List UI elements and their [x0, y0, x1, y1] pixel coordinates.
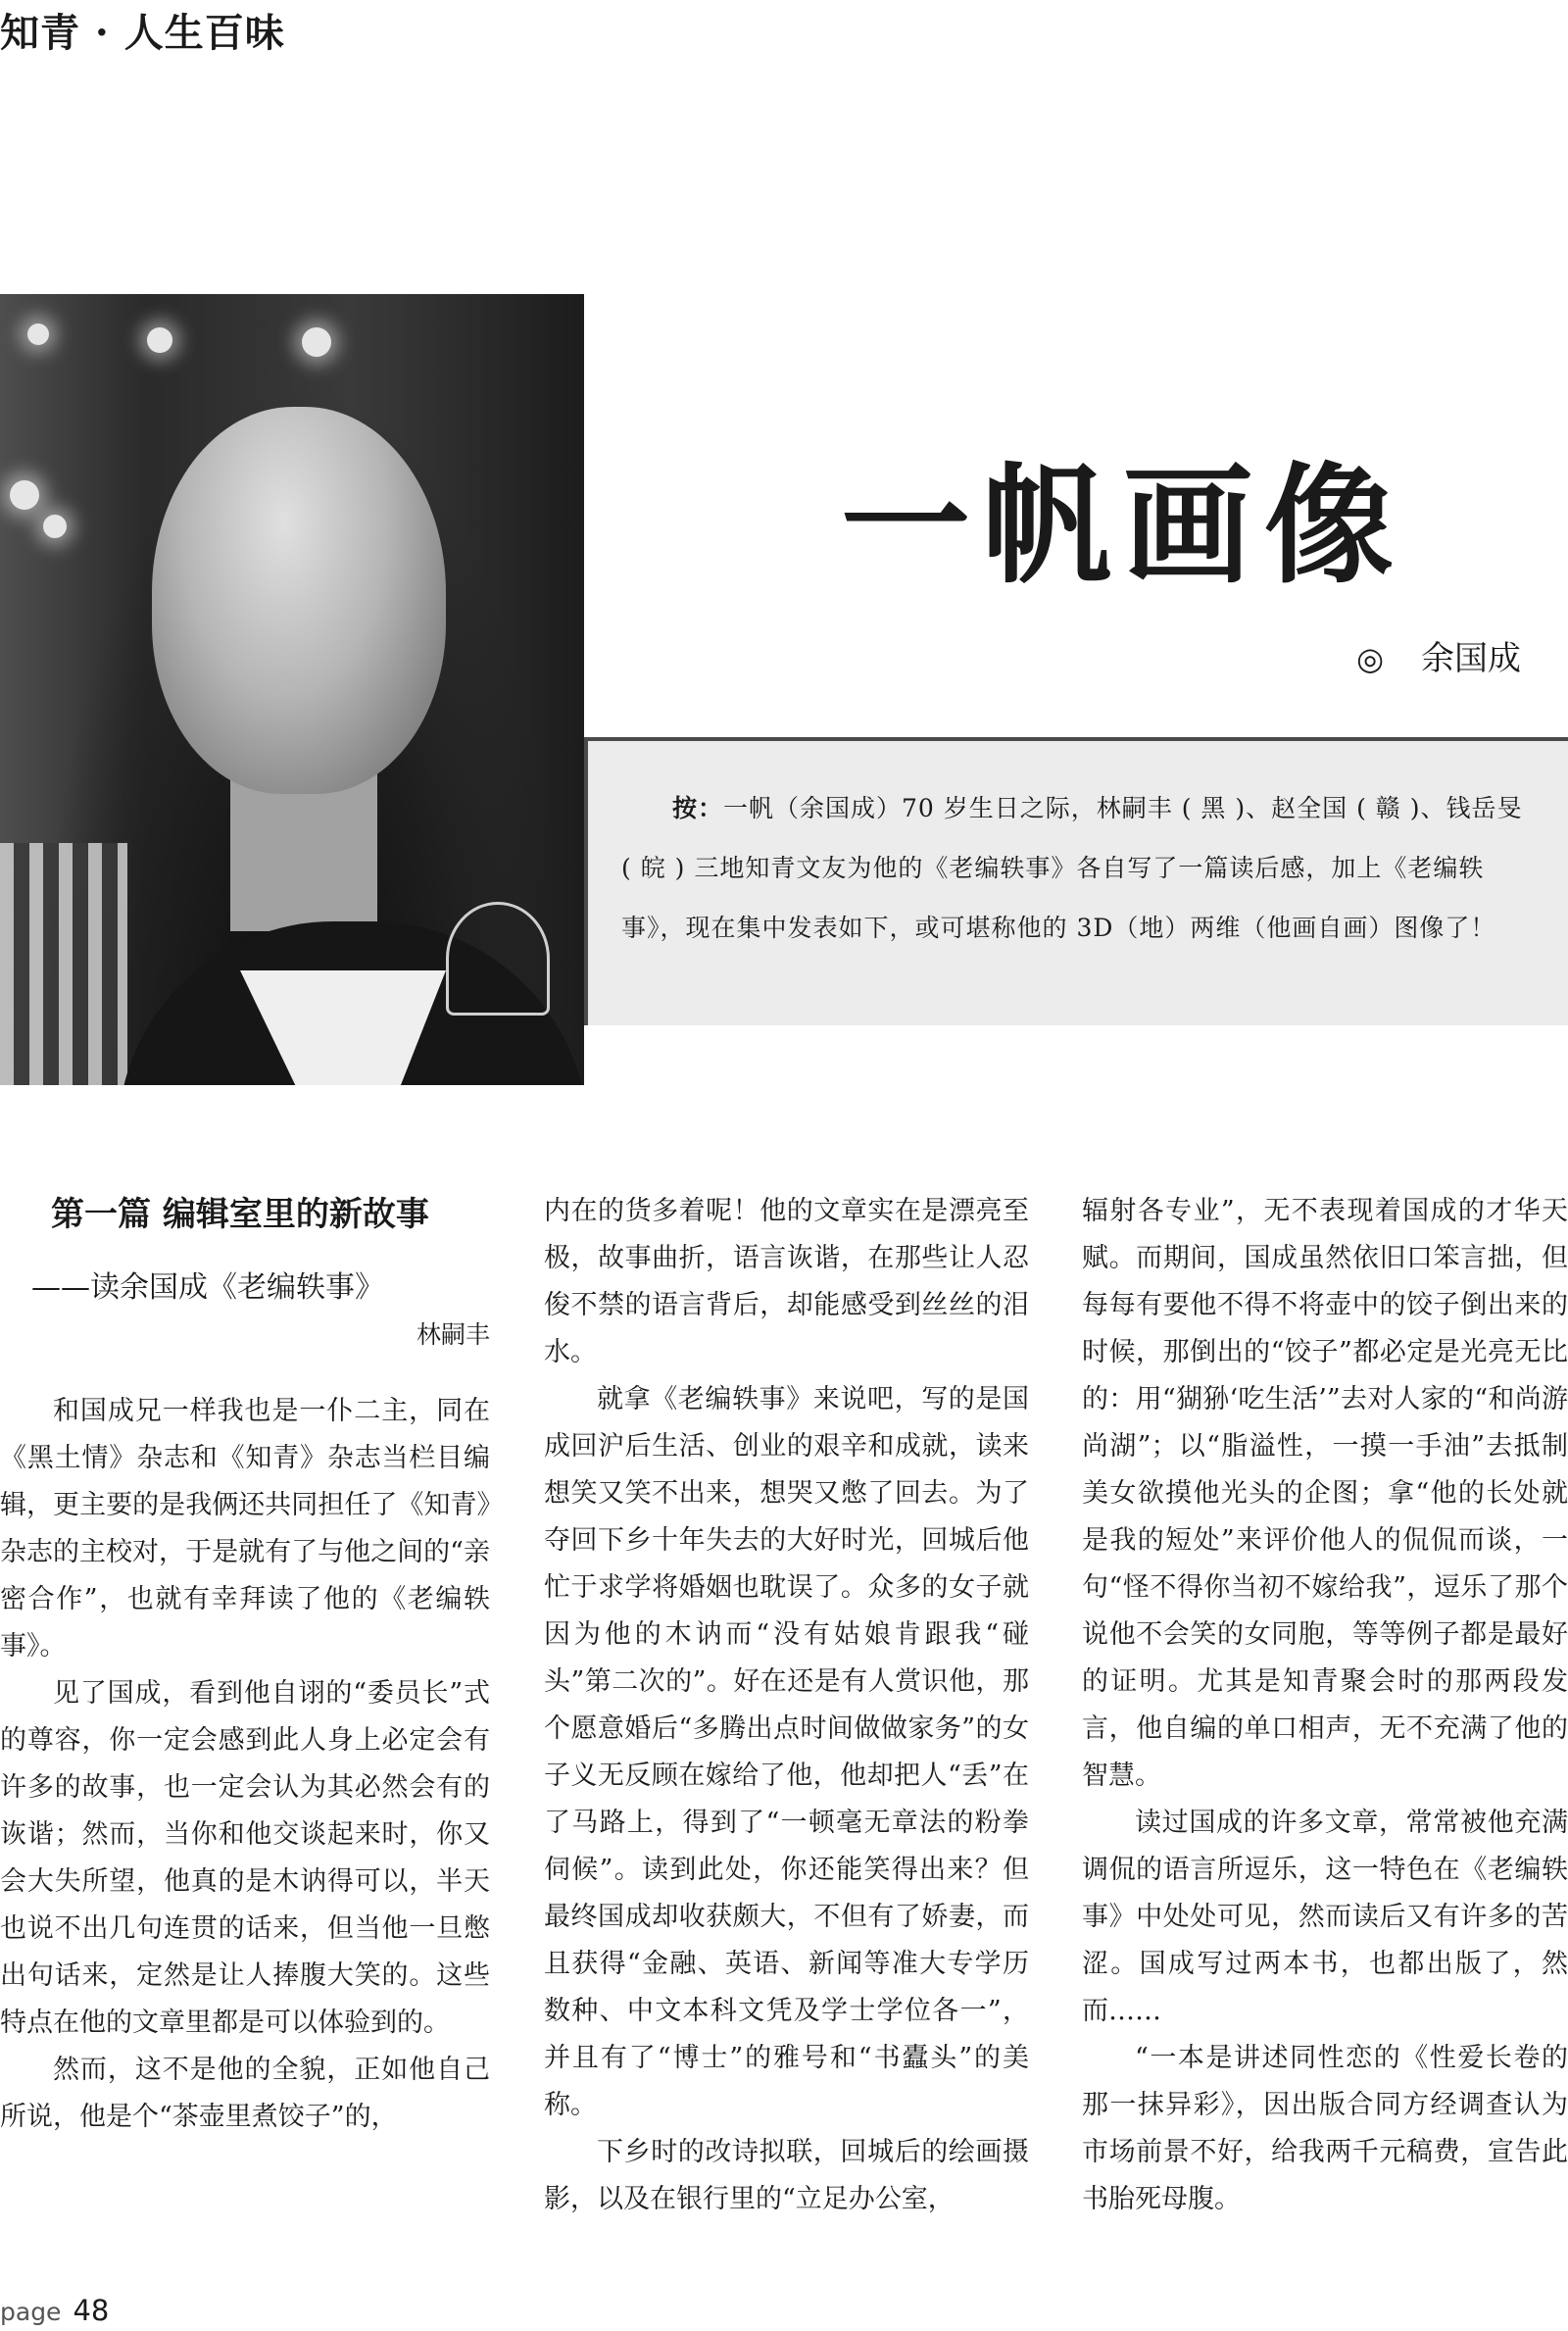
editor-note-text: 一帆（余国成）70 岁生日之际，林嗣丰 ( 黑 )、赵全国 ( 赣 )、钱岳旻 ( 皖 ) 三地知青文友为他的《老编轶事》各自写了一篇读后感，加上《老编轶事》，现在集中发表如下，或可堪称他的 3D（地）两维（他画自画）图像了！ [621, 794, 1523, 942]
background-light [43, 515, 67, 538]
essay-title: 第一篇 编辑室里的新故事 [51, 1195, 429, 1234]
paragraph: 下乡时的改诗拟联，回城后的绘画摄影，以及在银行里的“立足办公室， [544, 2137, 1029, 2214]
author-portrait-photo [0, 294, 584, 1085]
editor-note-box [584, 737, 1568, 1025]
magazine-section-header: 知青 · 人生百味 [0, 10, 285, 56]
sweater-badge-icon [446, 902, 550, 1016]
paragraph: 内在的货多着呢！他的文章实在是漂亮至极，故事曲折，语言诙谐，在那些让人忍俊不禁的语言背后，却能感受到丝丝的泪水。 [544, 1196, 1029, 1367]
background-light [27, 323, 49, 345]
portrait-head [152, 407, 446, 794]
paragraph: 然而，这不是他的全貌，正如他自己所说，他是个“茶壶里煮饺子”的， [0, 2055, 490, 2132]
column-3 [1082, 1188, 1568, 2223]
page-label: page [0, 2298, 62, 2326]
paragraph: 见了国成，看到他自诩的“委员长”式的尊容，你一定会感到此人身上必定会有许多的故事，也一定会认为其必然会有的诙谐；然而，当你和他交谈起来时，你又会大失所望，他真的是木讷得可以，半天也说不出几句连贯的话来，但当他一旦憋出句话来，定然是让人捧腹大笑的。这些特点在他的文章里都是可以体验到的。 [0, 1678, 490, 2038]
article-byline [1356, 631, 1521, 679]
paragraph: 就拿《老编轶事》来说吧，写的是国成回沪后生活、创业的艰辛和成就，读来想笑又笑不出来，想哭又憋了回去。为了夺回下乡十年失去的大好时光，回城后他忙于求学将婚姻也耽误了。众多的女子就因为他的木讷而“没有姑娘肯跟我“碰头”第二次的”。好在还是有人赏识他，那个愿意婚后“多腾出点时间做做家务”的女子义无反顾在嫁给了他，他却把人“丢”在了马路上，得到了“一顿毫无章法的粉拳伺候”。读到此处，你还能笑得出来？但最终国成却收获颇大，不但有了娇妻，而且获得“金融、英语、新闻等准大专学历数种、中文本科文凭及学士学位各一”，并且有了“博士”的雅号和“书蠹头”的美称。 [544, 1384, 1029, 2120]
column-1 [0, 1188, 490, 2141]
editor-note-lead: 按： [672, 794, 724, 822]
page-footer [0, 2294, 109, 2327]
background-light [302, 327, 331, 357]
paragraph: 读过国成的许多文章，常常被他充满调侃的语言所逗乐，这一特色在《老编轶事》中处处可见，然而读后又有许多的苦涩。国成写过两本书，也都出版了，然而…… [1082, 1808, 1568, 2026]
article-title: 一帆画像 [841, 451, 1405, 602]
article-author: 余国成 [1421, 639, 1521, 678]
background-light [10, 480, 39, 510]
page-number: 48 [73, 2294, 110, 2327]
byline-mark: ◎ [1356, 640, 1384, 677]
paragraph: 和国成兄一样我也是一仆二主，同在《黑土情》杂志和《知青》杂志当栏目编辑，更主要的是我俩还共同担任了《知青》杂志的主校对，于是就有了与他之间的“亲密合作”，也就有幸拜读了他的《老编轶事》。 [0, 1396, 490, 1661]
paragraph: “一本是讲述同性恋的《性爱长卷的那一抹异彩》，因出版合同方经调查认为市场前景不好，给我两千元稿费，宣告此书胎死母腹。 [1082, 2043, 1568, 2214]
essay-author: 林嗣丰 [416, 1320, 490, 1349]
striped-chair [0, 843, 127, 1085]
essay-subtitle: ——读余国成《老编轶事》 [31, 1270, 384, 1305]
paragraph: 辐射各专业”，无不表现着国成的才华天赋。而期间，国成虽然依旧口笨言拙，但每每有要他不得不将壶中的饺子倒出来的时候，那倒出的“饺子”都必定是光亮无比的：用“猢狲‘吃生活’”去对人家的“和尚游尚湖”；以“脂溢性，一摸一手油”去抵制美女欲摸他光头的企图；拿“他的长处就是我的短处”来评价他人的侃侃而谈，一句“怪不得你当初不嫁给我”，逗乐了那个说他不会笑的女同胞，等等例子都是最好的证明。尤其是知青聚会时的那两段发言，他自编的单口相声，无不充满了他的智慧。 [1082, 1196, 1568, 1791]
column-2 [544, 1188, 1029, 2223]
background-light [147, 327, 172, 353]
